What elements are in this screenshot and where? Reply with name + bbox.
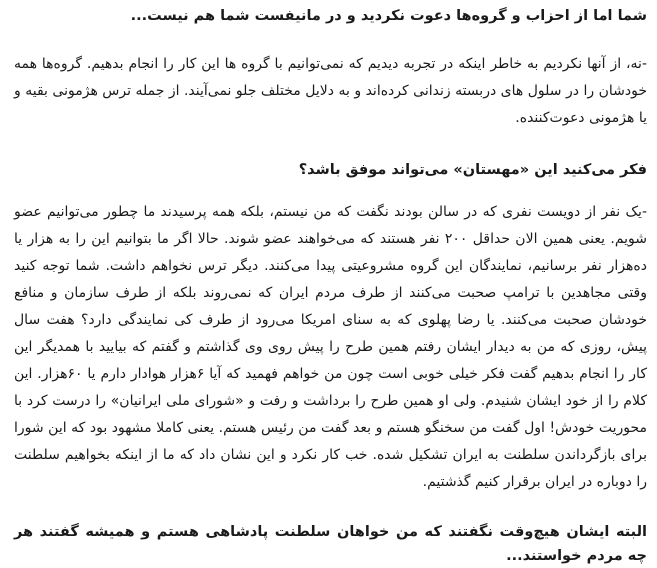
interview-question-1: شما اما از احزاب و گروه‌ها دعوت نکردید و در مانیفست شما هم نیست... xyxy=(130,8,647,24)
interview-answer-1: -نه، از آنها نکردیم به خاطر اینکه در تجربه دیدیم که نمی‌توانیم با گروه ها این کار را انجام بدهیم. گروه‌ها همه خودشان را در سلول های دربسته زندانی کرده‌اند و به دلایل مختلف جلو نمی‌آیند. از جمله ترس هژمونی بقیه و یا هژمونی دعوت‌کننده. xyxy=(14,56,647,126)
interview-question-2: فکر می‌کنید این «مهستان» می‌تواند موفق باشد؟ xyxy=(298,162,647,178)
interview-answer-2: -یک نفر از دویست نفری که در سالن بودند نگفت که من نیستم، بلکه همه پرسیدند ما چطور می‌توانیم عضو شویم. یعنی همین الان حداقل ۲۰۰ نفر هستند که می‌خواهند عضو شوند. حالا اگر ما بتوانیم این را به هزار یا ده‌هزار نفر برسانیم، نمایندگان این گروه مشروعیتی پیدا می‌کنند. دیگر ترس نخواهم داشت. شما توجه کنید وقتی مجاهدین با ترامپ صحبت می‌کنند از طرف مردم ایران که نمی‌روند بلکه از طرف سازمان و منافع خودشان صحبت می‌کنند. یا رضا پهلوی که به سنای امریکا می‌رود از طرف کی نمایندگی دارد؟ هفت سال پیش، روزی که من به دیدار ایشان رفتم همین طرح را پیش روی وی گذاشتم و گفتم که بیایید با همدیگر این کار را انجام بدهیم گفت فکر خیلی خوبی است چون من خواهم فهمید که آیا ۶هزار هوادار دارم یا ۶۰هزار. این کلام را از خود ایشان شنیدم. ولی او همین طرح را برداشت و رفت و «شورای ملی ایرانیان» را درست کرد با محوریت خودش! اول گفت من سخنگو هستم و بعد گفت من رئیس هستم. یعنی کاملا مشهود بود که این شورا برای بازگرداندن سلطنت به ایران تشکیل شده. خب کار نکرد و این نشان داد که ما از اینکه بخواهیم سلطنت را دوباره در ایران برقرار کنیم گذشتیم. xyxy=(14,204,647,490)
interview-question-3: البته ایشان هیچ‌وقت نگفتند که من خواهان سلطنت پادشاهی هستم و همیشه گفتند هر چه مردم خواستند... xyxy=(14,524,647,564)
